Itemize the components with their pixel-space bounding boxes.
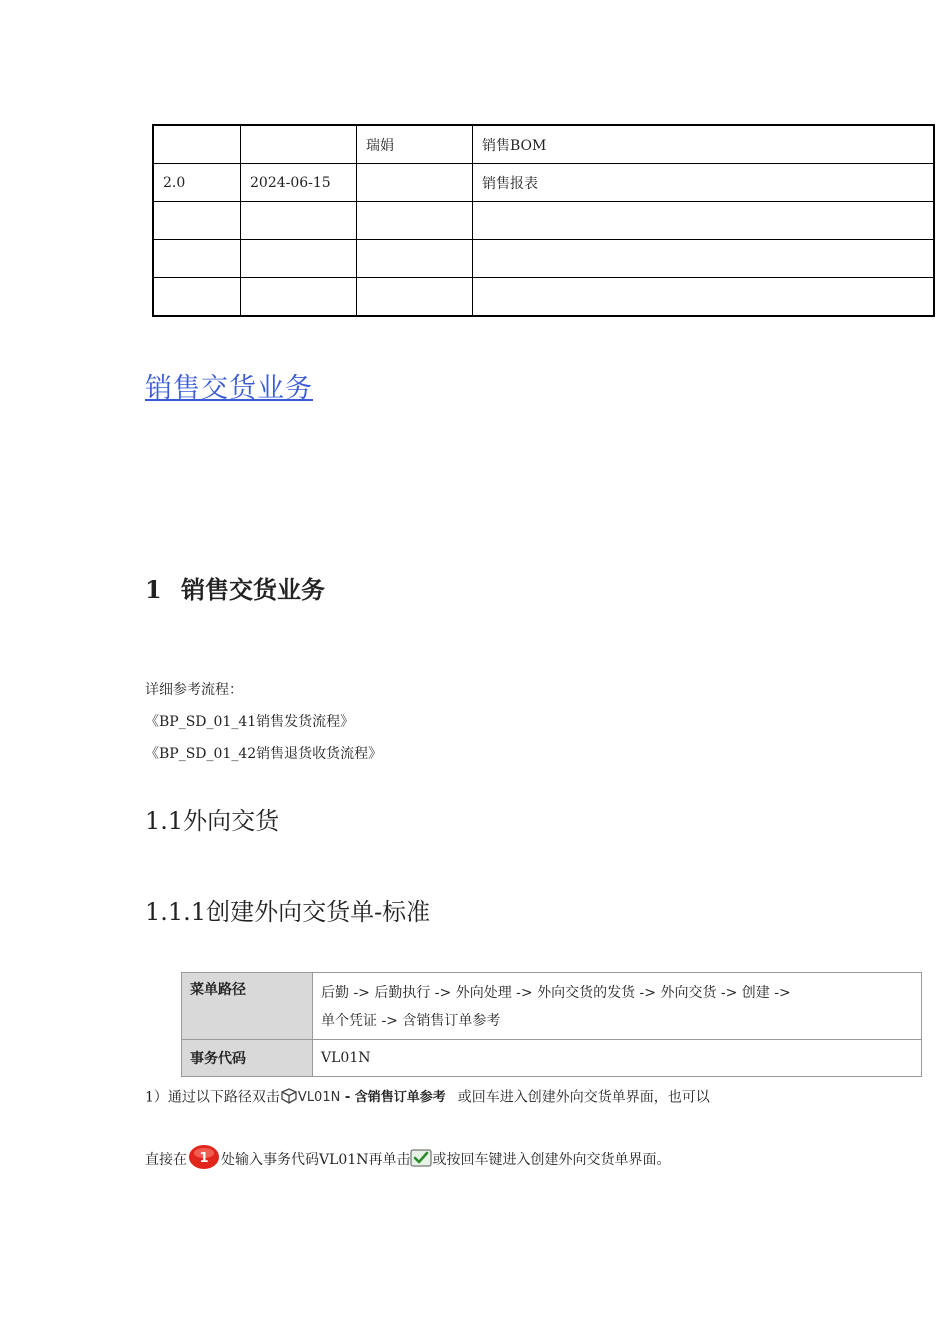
version-row [153, 125, 934, 164]
version-row [153, 240, 934, 278]
version-cell: 销售BOM [473, 125, 935, 164]
toc-link[interactable]: 销售交货业务 [145, 373, 313, 404]
version-cell [153, 125, 241, 164]
version-cell: 2024-06-15 [241, 164, 357, 202]
heading-3: 1.1.1创建外向交货单-标准 [145, 898, 431, 926]
heading-1 [145, 570, 325, 605]
step-2-middle: 处输入事务代码VL01N再单击 [221, 1152, 411, 1168]
menu-path-line: 单个凭证 -> 含销售订单参考 [321, 1013, 501, 1029]
version-cell [473, 240, 935, 278]
reference-item: 《BP_SD_01_42销售退货收货流程》 [145, 746, 383, 762]
version-row [153, 164, 934, 202]
version-cell [357, 278, 473, 317]
version-row [153, 202, 934, 240]
vl01n-label: - 含销售订单参考 [340, 1090, 446, 1105]
version-cell [357, 202, 473, 240]
step-2-paragraph [145, 1144, 670, 1176]
version-cell [153, 278, 241, 317]
vl01n-code: VL01N [297, 1090, 341, 1105]
reference-intro: 详细参考流程： [145, 682, 243, 698]
menu-path-table [181, 972, 922, 1077]
tcode-label: 事务代码 [182, 1040, 313, 1077]
number-badge-text: 1 [199, 1151, 209, 1166]
step-2-prefix: 直接在 [145, 1152, 187, 1168]
version-cell [241, 125, 357, 164]
check-icon[interactable] [410, 1149, 432, 1171]
reference-item: 《BP_SD_01_41销售发货流程》 [145, 714, 355, 730]
version-cell [473, 202, 935, 240]
version-cell [357, 164, 473, 202]
menu-path-label: 菜单路径 [182, 973, 313, 1040]
version-cell: 2.0 [153, 164, 241, 202]
heading-1-number: 1 [145, 575, 162, 604]
cube-icon [280, 1087, 298, 1109]
menu-path-value [313, 973, 922, 1040]
version-cell [153, 202, 241, 240]
version-cell [357, 240, 473, 278]
version-cell [473, 278, 935, 317]
version-cell: 瑞娟 [357, 125, 473, 164]
version-row [153, 278, 934, 317]
heading-2: 1.1外向交货 [145, 807, 280, 835]
vl01n-menu-entry[interactable] [280, 1086, 446, 1109]
number-badge-icon [187, 1144, 221, 1176]
step-2-suffix: 或按回车键进入创建外向交货单界面。 [432, 1152, 671, 1168]
step-1-prefix: 1）通过以下路径双击 [145, 1089, 280, 1106]
version-cell [153, 240, 241, 278]
menu-path-line: 后勤 -> 后勤执行 -> 外向处理 -> 外向交货的发货 -> 外向交货 -> 创建 -> [321, 985, 791, 1001]
step-1-suffix: 或回车进入创建外向交货单界面，也可以 [457, 1089, 710, 1106]
step-1-paragraph [145, 1086, 710, 1109]
version-cell [241, 202, 357, 240]
tcode-value: VL01N [313, 1040, 922, 1077]
version-cell [241, 278, 357, 317]
version-cell: 销售报表 [473, 164, 935, 202]
version-cell [241, 240, 357, 278]
version-table [152, 124, 935, 317]
heading-1-text: 销售交货业务 [181, 575, 325, 604]
